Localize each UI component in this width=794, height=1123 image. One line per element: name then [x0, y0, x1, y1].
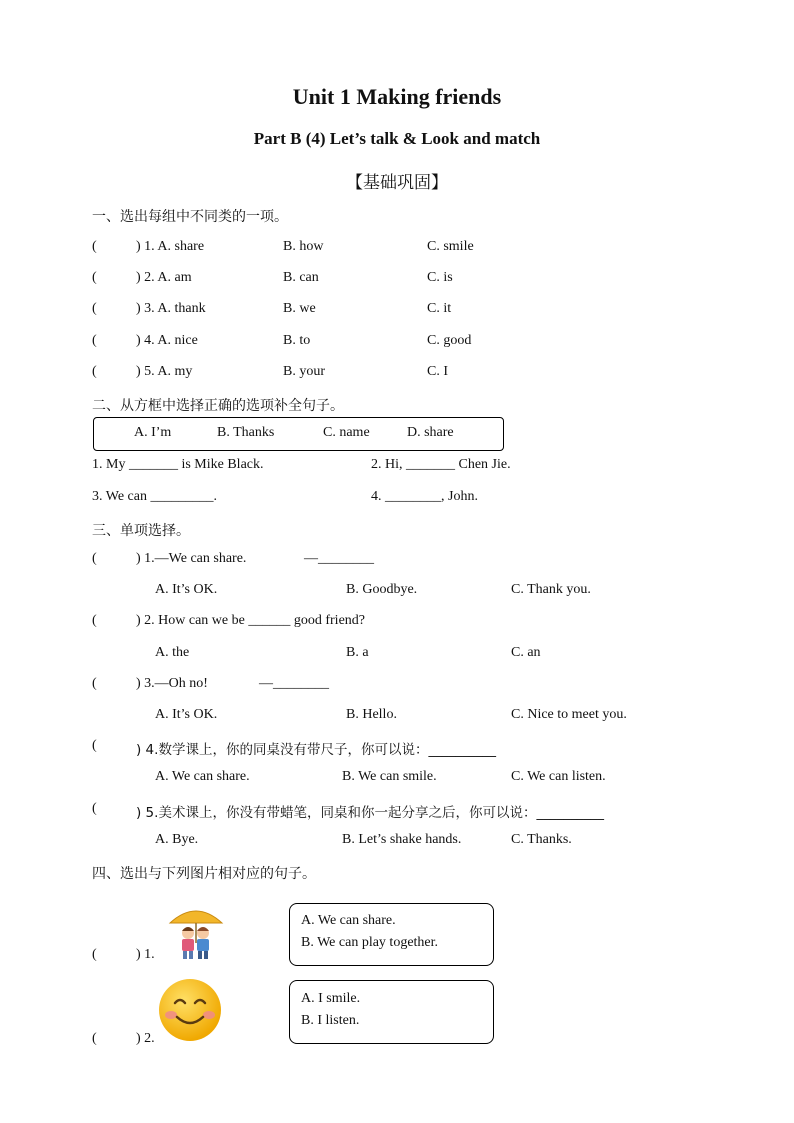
answer-paren: (: [92, 947, 97, 962]
fill-question-4: 4. ________, John.: [371, 489, 478, 504]
reply-blank: —________: [304, 551, 374, 566]
option-c: C. Thanks.: [511, 832, 572, 847]
fill-question-3: 3. We can _________.: [92, 489, 217, 504]
option-c: C. Nice to meet you.: [511, 707, 627, 722]
question-stem: ) 5.美术课上，你没有带蜡笔，同桌和你一起分享之后，你可以说：__________: [136, 805, 604, 821]
option-c: C. it: [427, 301, 452, 316]
option-a: A. We can share.: [155, 769, 250, 784]
option-b: B. a: [346, 645, 369, 660]
option-b: B. We can smile.: [342, 769, 437, 784]
option-b: B. Let’s shake hands.: [342, 832, 462, 847]
picture-options-box-1: [289, 903, 494, 966]
answer-paren: (: [92, 333, 97, 348]
option-a: A. I smile.: [301, 991, 361, 1006]
question-stem: ) 3.—Oh no!: [136, 676, 208, 691]
option-a: A. Bye.: [155, 832, 199, 847]
answer-paren: (: [92, 801, 97, 816]
question-number: ) 1.: [136, 947, 155, 962]
option-b: B. We can play together.: [301, 935, 439, 950]
word-bank-box: [93, 417, 504, 451]
option-c: C. I: [427, 364, 448, 379]
option-c: C. We can listen.: [511, 769, 606, 784]
picture-options-box-2: [289, 980, 494, 1044]
answer-paren: (: [92, 270, 97, 285]
option-a: ) 3. A. thank: [136, 301, 206, 316]
section-banner: 【基础巩固】: [346, 173, 448, 193]
section1-heading: 一、选出每组中不同类的一项。: [92, 209, 288, 225]
question-stem: ) 1.—We can share.: [136, 551, 247, 566]
option-c: C. good: [427, 333, 472, 348]
reply-blank: —________: [259, 676, 329, 691]
page-subtitle: Part B (4) Let’s talk & Look and match: [253, 129, 541, 148]
option-a: A. It’s OK.: [155, 707, 218, 722]
answer-paren: (: [92, 239, 97, 254]
option-b: B. can: [283, 270, 319, 285]
option-a: ) 2. A. am: [136, 270, 192, 285]
answer-paren: (: [92, 738, 97, 753]
option-c: C. smile: [427, 239, 474, 254]
answer-paren: (: [92, 301, 97, 316]
option-a: ) 1. A. share: [136, 239, 205, 254]
option-b: B. your: [283, 364, 325, 379]
answer-paren: (: [92, 613, 97, 628]
answer-paren: (: [92, 551, 97, 566]
option-a: ) 5. A. my: [136, 364, 193, 379]
option-c: C. an: [511, 645, 541, 660]
answer-paren: (: [92, 364, 97, 379]
question-stem: ) 2. How can we be ______ good friend?: [136, 613, 365, 628]
section4-heading: 四、选出与下列图片相对应的句子。: [92, 866, 316, 882]
section2-heading: 二、从方框中选择正确的选项补全句子。: [92, 398, 344, 414]
option-a: A. the: [155, 645, 190, 660]
option-c: C. is: [427, 270, 453, 285]
option-a: ) 4. A. nice: [136, 333, 198, 348]
word-bank-option-b: B. Thanks: [217, 425, 275, 440]
option-a: A. We can share.: [301, 913, 396, 928]
fill-question-1: 1. My _______ is Mike Black.: [92, 457, 264, 472]
smiley-face-icon: [157, 977, 223, 1043]
answer-paren: (: [92, 676, 97, 691]
fill-question-2: 2. Hi, _______ Chen Jie.: [371, 457, 511, 472]
option-b: B. Goodbye.: [346, 582, 418, 597]
word-bank-option-d: D. share: [407, 425, 454, 440]
page-title: Unit 1 Making friends: [292, 84, 502, 109]
option-a: A. It’s OK.: [155, 582, 218, 597]
section3-heading: 三、单项选择。: [92, 523, 190, 539]
question-stem: ) 4.数学课上，你的同桌没有带尺子，你可以说：__________: [136, 742, 496, 758]
word-bank-option-c: C. name: [323, 425, 370, 440]
option-b: B. Hello.: [346, 707, 397, 722]
option-b: B. to: [283, 333, 311, 348]
option-b: B. we: [283, 301, 316, 316]
word-bank-option-a: A. I’m: [134, 425, 172, 440]
option-b: B. how: [283, 239, 324, 254]
question-number: ) 2.: [136, 1031, 155, 1046]
kids-under-umbrella-icon: [166, 903, 226, 961]
option-c: C. Thank you.: [511, 582, 591, 597]
option-b: B. I listen.: [301, 1013, 360, 1028]
answer-paren: (: [92, 1031, 97, 1046]
